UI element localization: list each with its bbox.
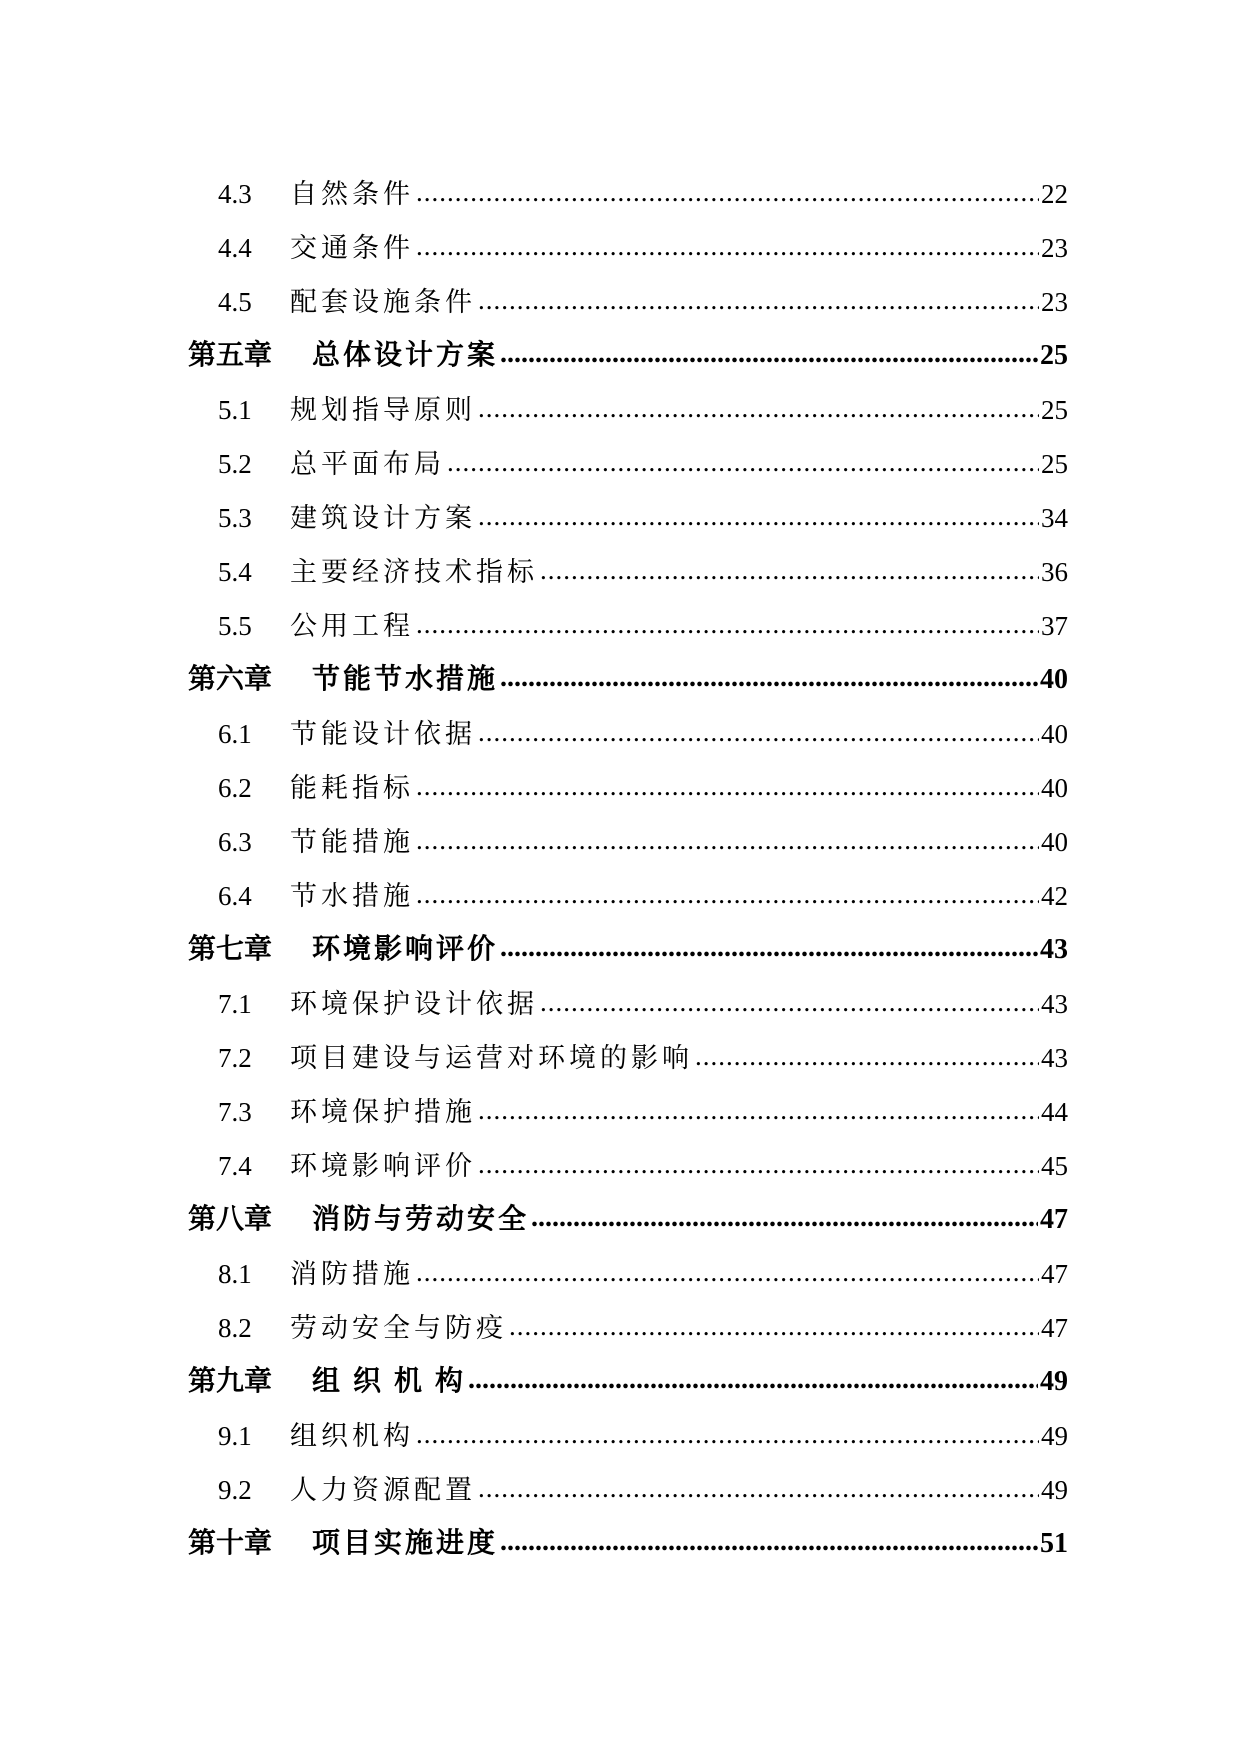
toc-dot-leader [478,489,1039,543]
toc-entry-title: 建筑设计方案 [290,503,476,533]
toc-entry-number: 7.2 [218,1043,252,1073]
toc-entry-title: 项目建设与运营对环境的影响 [290,1043,693,1073]
toc-entry-title: 配套设施条件 [290,287,476,317]
toc-page-number: 36 [1041,557,1068,587]
toc-section-row[interactable] [188,1409,1068,1463]
toc-entry-title: 公用工程 [290,611,414,641]
toc-entry-title: 节水措施 [290,881,414,911]
toc-entry-number: 6.1 [218,719,252,749]
toc-entry-title: 规划指导原则 [290,395,476,425]
toc-dot-leader [416,597,1039,651]
toc-chapter-row[interactable] [188,329,1068,383]
toc-section-row[interactable] [188,275,1068,329]
toc-dot-leader [416,165,1039,219]
toc-section-row[interactable] [188,761,1068,815]
toc-section-row[interactable] [188,977,1068,1031]
toc-chapter-row[interactable] [188,923,1068,977]
toc-entry-title: 总体设计方案 [312,340,499,371]
toc-dot-leader [500,651,1038,705]
toc-entry-title: 消防措施 [290,1259,414,1289]
toc-entry-number: 6.3 [218,827,252,857]
toc-entry-title: 节能措施 [290,827,414,857]
toc-entry-number: 4.4 [218,233,252,263]
toc-entry-title: 环境保护措施 [290,1097,476,1127]
toc-page-number: 22 [1041,179,1068,209]
toc-entry-title: 主要经济技术指标 [290,557,538,587]
toc-dot-leader [478,1083,1039,1137]
toc-section-row[interactable] [188,1301,1068,1355]
toc-page-number: 40 [1041,827,1068,857]
toc-entry-title: 人力资源配置 [290,1475,476,1505]
toc-entry-title: 组织机构 [290,1421,414,1451]
toc-section-row[interactable] [188,437,1068,491]
toc-page-number: 45 [1041,1151,1068,1181]
toc-dot-leader [416,813,1039,867]
toc-entry-number: 第七章 [188,934,273,965]
toc-dot-leader [416,1245,1039,1299]
toc-dot-leader [468,1353,1038,1407]
toc-dot-leader [478,1137,1039,1191]
toc-entry-number: 9.1 [218,1421,252,1451]
toc-entry-title: 组 织 机 构 [312,1366,467,1397]
toc-dot-leader [478,273,1039,327]
toc-page-number: 25 [1040,340,1068,371]
toc-entry-number: 第九章 [188,1366,273,1397]
table-of-contents [188,167,1068,1571]
toc-entry-title: 能耗指标 [290,773,414,803]
toc-section-row[interactable] [188,167,1068,221]
toc-page-number: 47 [1041,1259,1068,1289]
toc-page-number: 49 [1040,1366,1068,1397]
toc-dot-leader [500,921,1038,975]
toc-entry-number: 4.3 [218,179,252,209]
toc-section-row[interactable] [188,545,1068,599]
toc-entry-number: 第五章 [188,340,273,371]
toc-section-row[interactable] [188,707,1068,761]
toc-page-number: 40 [1041,773,1068,803]
toc-entry-number: 5.5 [218,611,252,641]
toc-entry-number: 7.3 [218,1097,252,1127]
toc-page-number: 42 [1041,881,1068,911]
toc-entry-number: 7.4 [218,1151,252,1181]
toc-page-number: 40 [1040,664,1068,695]
toc-entry-number: 7.1 [218,989,252,1019]
toc-entry-number: 第六章 [188,664,273,695]
toc-entry-number: 9.2 [218,1475,252,1505]
toc-page-number: 40 [1041,719,1068,749]
toc-section-row[interactable] [188,869,1068,923]
toc-entry-number: 6.2 [218,773,252,803]
toc-entry-number: 第八章 [188,1204,273,1235]
toc-entry-number: 6.4 [218,881,252,911]
toc-page-number: 23 [1041,287,1068,317]
toc-page-number: 49 [1041,1475,1068,1505]
toc-section-row[interactable] [188,221,1068,275]
toc-section-row[interactable] [188,1031,1068,1085]
toc-page-number: 34 [1041,503,1068,533]
toc-entry-number: 第十章 [188,1528,273,1559]
toc-chapter-row[interactable] [188,653,1068,707]
toc-entry-title: 交通条件 [290,233,414,263]
toc-entry-number: 5.4 [218,557,252,587]
toc-chapter-row[interactable] [188,1355,1068,1409]
toc-page-number: 47 [1040,1204,1068,1235]
toc-entry-number: 5.1 [218,395,252,425]
toc-chapter-row[interactable] [188,1193,1068,1247]
toc-entry-number: 8.2 [218,1313,252,1343]
toc-chapter-row[interactable] [188,1517,1068,1571]
toc-entry-number: 4.5 [218,287,252,317]
toc-dot-leader [540,975,1039,1029]
toc-section-row[interactable] [188,1247,1068,1301]
toc-section-row[interactable] [188,383,1068,437]
toc-dot-leader [478,1461,1039,1515]
toc-page-number: 44 [1041,1097,1068,1127]
toc-dot-leader [509,1299,1039,1353]
toc-entry-title: 项目实施进度 [312,1528,499,1559]
toc-dot-leader [416,759,1039,813]
toc-dot-leader [500,1515,1038,1569]
toc-section-row[interactable] [188,1085,1068,1139]
toc-dot-leader [416,219,1039,273]
toc-entry-number: 5.3 [218,503,252,533]
toc-entry-title: 劳动安全与防疫 [290,1313,507,1343]
toc-entry-title: 环境保护设计依据 [290,989,538,1019]
toc-page-number: 25 [1041,395,1068,425]
toc-dot-leader [478,381,1039,435]
toc-page-number: 47 [1041,1313,1068,1343]
toc-section-row[interactable] [188,815,1068,869]
toc-entry-title: 环境影响评价 [290,1151,476,1181]
toc-section-row[interactable] [188,599,1068,653]
toc-page-number: 37 [1041,611,1068,641]
toc-entry-title: 消防与劳动安全 [312,1204,530,1235]
toc-dot-leader [695,1029,1039,1083]
toc-entry-title: 自然条件 [290,179,414,209]
toc-entry-title: 环境影响评价 [312,934,499,965]
toc-dot-leader [416,867,1039,921]
toc-section-row[interactable] [188,1463,1068,1517]
toc-section-row[interactable] [188,491,1068,545]
toc-entry-number: 8.1 [218,1259,252,1289]
toc-page-number: 25 [1041,449,1068,479]
toc-page-number: 23 [1041,233,1068,263]
toc-dot-leader [416,1407,1039,1461]
toc-entry-title: 总平面布局 [290,449,445,479]
toc-dot-leader [531,1191,1038,1245]
toc-dot-leader [447,435,1039,489]
toc-entry-number: 5.2 [218,449,252,479]
toc-page-number: 51 [1040,1528,1068,1559]
toc-entry-title: 节能设计依据 [290,719,476,749]
toc-page-number: 43 [1041,1043,1068,1073]
toc-page-number: 43 [1041,989,1068,1019]
toc-dot-leader [500,327,1038,381]
toc-dot-leader [478,705,1039,759]
toc-section-row[interactable] [188,1139,1068,1193]
toc-page-number: 49 [1041,1421,1068,1451]
toc-entry-title: 节能节水措施 [312,664,499,695]
toc-dot-leader [540,543,1039,597]
toc-page-number: 43 [1040,934,1068,965]
